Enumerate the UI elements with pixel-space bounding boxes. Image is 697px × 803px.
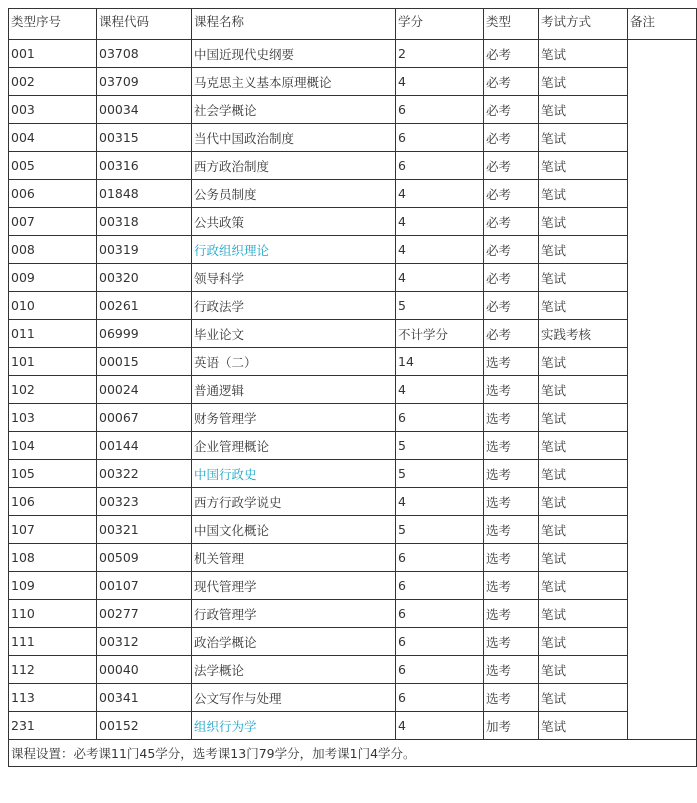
cell-seq: 005 [9, 152, 97, 180]
table-row [9, 628, 697, 656]
cell-type: 必考 [484, 68, 539, 96]
cell-credits: 6 [396, 628, 484, 656]
cell-credits: 5 [396, 292, 484, 320]
header-credits: 学分 [396, 9, 484, 40]
cell-seq: 008 [9, 236, 97, 264]
cell-code: 00107 [97, 572, 192, 600]
cell-code: 00509 [97, 544, 192, 572]
cell-exam-method: 笔试 [539, 96, 628, 124]
cell-seq: 113 [9, 684, 97, 712]
cell-seq: 003 [9, 96, 97, 124]
cell-code: 06999 [97, 320, 192, 348]
header-exam: 考试方式 [539, 9, 628, 40]
cell-type: 必考 [484, 152, 539, 180]
cell-exam-method: 笔试 [539, 404, 628, 432]
cell-type: 必考 [484, 124, 539, 152]
cell-type: 选考 [484, 600, 539, 628]
cell-credits: 2 [396, 40, 484, 68]
table-row [9, 68, 697, 96]
cell-course-name: 马克思主义基本原理概论 [192, 68, 396, 96]
header-remark: 备注 [628, 9, 697, 40]
cell-seq: 011 [9, 320, 97, 348]
cell-code: 00152 [97, 712, 192, 740]
cell-exam-method: 笔试 [539, 376, 628, 404]
table-row [9, 600, 697, 628]
cell-course-name: 财务管理学 [192, 404, 396, 432]
cell-course-name: 企业管理概论 [192, 432, 396, 460]
cell-exam-method: 笔试 [539, 544, 628, 572]
cell-seq: 231 [9, 712, 97, 740]
cell-credits: 4 [396, 236, 484, 264]
cell-credits: 6 [396, 152, 484, 180]
cell-seq: 109 [9, 572, 97, 600]
cell-exam-method: 笔试 [539, 600, 628, 628]
cell-type: 选考 [484, 628, 539, 656]
cell-type: 必考 [484, 292, 539, 320]
cell-exam-method: 笔试 [539, 236, 628, 264]
course-table [8, 8, 697, 767]
cell-credits: 6 [396, 656, 484, 684]
table-row [9, 656, 697, 684]
cell-type: 选考 [484, 684, 539, 712]
cell-course-name [192, 460, 396, 488]
cell-course-name: 社会学概论 [192, 96, 396, 124]
cell-credits: 6 [396, 572, 484, 600]
cell-code: 00315 [97, 124, 192, 152]
cell-seq: 110 [9, 600, 97, 628]
cell-course-name [192, 712, 396, 740]
cell-credits: 4 [396, 376, 484, 404]
cell-type: 选考 [484, 572, 539, 600]
cell-type: 选考 [484, 376, 539, 404]
table-row [9, 544, 697, 572]
cell-type: 选考 [484, 656, 539, 684]
cell-exam-method: 笔试 [539, 40, 628, 68]
cell-course-name: 中国近现代史纲要 [192, 40, 396, 68]
cell-seq: 002 [9, 68, 97, 96]
cell-seq: 106 [9, 488, 97, 516]
cell-code: 00024 [97, 376, 192, 404]
cell-remark [628, 40, 697, 740]
cell-type: 选考 [484, 432, 539, 460]
cell-credits: 6 [396, 124, 484, 152]
table-row [9, 712, 697, 740]
cell-code: 00015 [97, 348, 192, 376]
cell-course-name: 公务员制度 [192, 180, 396, 208]
cell-code: 03708 [97, 40, 192, 68]
header-name: 课程名称 [192, 9, 396, 40]
cell-course-name: 政治学概论 [192, 628, 396, 656]
course-summary: 课程设置：必考课11门45学分，选考课13门79学分，加考课1门4学分。 [9, 740, 697, 767]
cell-type: 必考 [484, 40, 539, 68]
cell-code: 00316 [97, 152, 192, 180]
cell-code: 00323 [97, 488, 192, 516]
cell-code: 00144 [97, 432, 192, 460]
cell-exam-method: 笔试 [539, 712, 628, 740]
table-row [9, 432, 697, 460]
cell-course-name: 公文写作与处理 [192, 684, 396, 712]
cell-code: 00318 [97, 208, 192, 236]
cell-type: 加考 [484, 712, 539, 740]
cell-type: 必考 [484, 320, 539, 348]
cell-course-name: 中国文化概论 [192, 516, 396, 544]
cell-seq: 103 [9, 404, 97, 432]
table-row [9, 572, 697, 600]
cell-exam-method: 实践考核 [539, 320, 628, 348]
table-row [9, 180, 697, 208]
cell-exam-method: 笔试 [539, 516, 628, 544]
cell-seq: 101 [9, 348, 97, 376]
cell-seq: 104 [9, 432, 97, 460]
cell-exam-method: 笔试 [539, 684, 628, 712]
cell-course-name: 毕业论文 [192, 320, 396, 348]
table-row [9, 208, 697, 236]
cell-credits: 6 [396, 544, 484, 572]
cell-code: 00312 [97, 628, 192, 656]
cell-seq: 009 [9, 264, 97, 292]
cell-code: 00067 [97, 404, 192, 432]
table-row [9, 376, 697, 404]
cell-exam-method: 笔试 [539, 124, 628, 152]
table-row [9, 236, 697, 264]
table-row [9, 488, 697, 516]
cell-course-name: 行政法学 [192, 292, 396, 320]
cell-code: 00040 [97, 656, 192, 684]
cell-type: 选考 [484, 404, 539, 432]
header-type: 类型 [484, 9, 539, 40]
cell-course-name: 法学概论 [192, 656, 396, 684]
cell-exam-method: 笔试 [539, 68, 628, 96]
cell-type: 必考 [484, 96, 539, 124]
table-header-row [9, 9, 697, 40]
cell-seq: 007 [9, 208, 97, 236]
cell-seq: 001 [9, 40, 97, 68]
table-row [9, 460, 697, 488]
cell-code: 00261 [97, 292, 192, 320]
table-row [9, 516, 697, 544]
cell-seq: 112 [9, 656, 97, 684]
header-code: 课程代码 [97, 9, 192, 40]
cell-course-name: 机关管理 [192, 544, 396, 572]
cell-course-name: 行政管理学 [192, 600, 396, 628]
cell-type: 选考 [484, 516, 539, 544]
cell-course-name: 当代中国政治制度 [192, 124, 396, 152]
table-row [9, 264, 697, 292]
course-link[interactable]: 组织行为学 [194, 718, 257, 734]
cell-type: 必考 [484, 208, 539, 236]
cell-type: 必考 [484, 264, 539, 292]
cell-exam-method: 笔试 [539, 180, 628, 208]
cell-credits: 14 [396, 348, 484, 376]
course-link[interactable]: 行政组织理论 [194, 242, 270, 258]
cell-code: 01848 [97, 180, 192, 208]
table-row [9, 152, 697, 180]
cell-code: 00277 [97, 600, 192, 628]
cell-exam-method: 笔试 [539, 292, 628, 320]
cell-type: 选考 [484, 544, 539, 572]
cell-credits: 6 [396, 96, 484, 124]
cell-course-name: 现代管理学 [192, 572, 396, 600]
cell-credits: 4 [396, 712, 484, 740]
cell-type: 选考 [484, 488, 539, 516]
cell-course-name: 西方政治制度 [192, 152, 396, 180]
cell-credits: 4 [396, 180, 484, 208]
cell-exam-method: 笔试 [539, 488, 628, 516]
cell-credits: 不计学分 [396, 320, 484, 348]
cell-code: 00322 [97, 460, 192, 488]
cell-exam-method: 笔试 [539, 628, 628, 656]
cell-course-name: 西方行政学说史 [192, 488, 396, 516]
table-row [9, 96, 697, 124]
cell-seq: 004 [9, 124, 97, 152]
cell-credits: 4 [396, 68, 484, 96]
table-row [9, 684, 697, 712]
cell-seq: 105 [9, 460, 97, 488]
cell-credits: 4 [396, 208, 484, 236]
cell-course-name: 公共政策 [192, 208, 396, 236]
header-seq: 类型序号 [9, 9, 97, 40]
table-row [9, 40, 697, 68]
cell-code: 00321 [97, 516, 192, 544]
cell-code: 00341 [97, 684, 192, 712]
cell-exam-method: 笔试 [539, 208, 628, 236]
cell-credits: 6 [396, 600, 484, 628]
cell-type: 必考 [484, 180, 539, 208]
cell-exam-method: 笔试 [539, 432, 628, 460]
cell-code: 00320 [97, 264, 192, 292]
cell-seq: 006 [9, 180, 97, 208]
cell-exam-method: 笔试 [539, 656, 628, 684]
cell-credits: 5 [396, 516, 484, 544]
table-row [9, 320, 697, 348]
course-link[interactable]: 中国行政史 [194, 466, 257, 482]
cell-credits: 4 [396, 264, 484, 292]
cell-seq: 107 [9, 516, 97, 544]
cell-exam-method: 笔试 [539, 460, 628, 488]
cell-type: 必考 [484, 236, 539, 264]
cell-course-name [192, 236, 396, 264]
cell-exam-method: 笔试 [539, 348, 628, 376]
cell-type: 选考 [484, 460, 539, 488]
cell-course-name: 英语（二） [192, 348, 396, 376]
cell-credits: 4 [396, 488, 484, 516]
cell-seq: 102 [9, 376, 97, 404]
cell-exam-method: 笔试 [539, 264, 628, 292]
cell-seq: 010 [9, 292, 97, 320]
cell-seq: 111 [9, 628, 97, 656]
table-row [9, 348, 697, 376]
table-row [9, 124, 697, 152]
cell-exam-method: 笔试 [539, 152, 628, 180]
cell-course-name: 领导科学 [192, 264, 396, 292]
table-footer-row [9, 740, 697, 767]
cell-code: 00319 [97, 236, 192, 264]
cell-credits: 6 [396, 404, 484, 432]
cell-type: 选考 [484, 348, 539, 376]
table-row [9, 404, 697, 432]
cell-course-name: 普通逻辑 [192, 376, 396, 404]
cell-code: 03709 [97, 68, 192, 96]
cell-exam-method: 笔试 [539, 572, 628, 600]
cell-credits: 6 [396, 684, 484, 712]
table-row [9, 292, 697, 320]
cell-seq: 108 [9, 544, 97, 572]
cell-credits: 5 [396, 460, 484, 488]
cell-credits: 5 [396, 432, 484, 460]
cell-code: 00034 [97, 96, 192, 124]
